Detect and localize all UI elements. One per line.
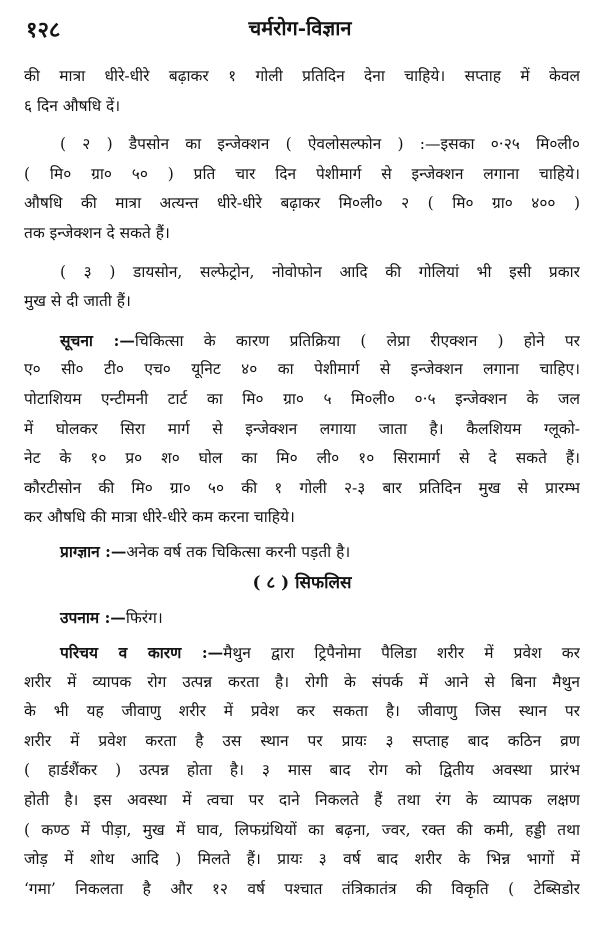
paragraph-dapsone-injection xyxy=(24,130,580,248)
page-body xyxy=(24,62,580,904)
section-heading: ( ८ ) सिफलिस xyxy=(252,572,352,593)
text-line: जोड़ में शोथ आदि ) मिलते हैं। प्रायः ३ वर्ष बाद शरीर के भिन्न भागों में xyxy=(24,850,580,869)
synonym-term: उपनाम :— xyxy=(60,607,126,627)
text-line: के भी यह जीवाणु शरीर में प्रवेश कर सकता है। जीवाणु जिस स्थान पर xyxy=(24,702,580,721)
running-title: चर्मरोग-विज्ञान xyxy=(248,16,352,40)
text-line: ‘गमा’ निकलता है और १२ वर्ष पश्चात तंत्रिकातंत्र की विकृति ( टेब्सिडोर xyxy=(24,879,580,898)
text-line: तक इन्जेक्शन दे सकते हैं। xyxy=(24,223,170,242)
paragraph-dose-continuation xyxy=(24,62,580,121)
text-line: ( कण्ठ में पीड़ा, मुख में घाव, लिफग्रंथियों का बढ़ना, ज्वर, रक्त की कमी, हड्डी तथा xyxy=(24,820,580,839)
paragraph-note xyxy=(24,326,580,533)
text-line: परिचय व कारण :—मैथुन द्वारा ट्रिपैनोमा पैलिडा शरीर में प्रवेश कर xyxy=(60,643,580,663)
text-line: ( ३ ) डायसोन, सल्फेट्रोन, नोवोफोन आदि की गोलियां भी इसी प्रकार xyxy=(60,262,580,281)
text-line: प्राग्ज्ञान :—अनेक वर्ष तक चिकित्सा करनी पड़ती है। xyxy=(60,541,351,561)
text-line: मुख से दी जाती हैं। xyxy=(24,292,131,311)
text-line: उपनाम :—फिरंग। xyxy=(60,607,163,627)
text-line: ( मि० ग्रा० ५० ) प्रति चार दिन पेशीमार्ग से इन्जेक्शन लगाना चाहिये। xyxy=(24,164,580,183)
text-line: में घोलकर सिरा मार्ग से इन्जेक्शन लगाया जाता है। कैलशियम ग्लूको- xyxy=(24,419,580,438)
text-line: पोटाशियम एन्टीमनी टार्ट का मि० ग्रा० ५ मि०ली० ०·५ इन्जेक्शन के जल xyxy=(24,389,580,408)
text-line: कौरटीसोन की मि० ग्रा० ५० की १ गोली २-३ बार प्रतिदिन मुख से प्रारम्भ xyxy=(24,478,580,497)
note-term: सूचना :— xyxy=(60,330,135,350)
paragraph-synonym xyxy=(24,603,580,633)
text-line: शरीर में प्रवेश करता है उस स्थान पर प्रायः ३ सप्ताह बाद कठिन व्रण xyxy=(24,731,580,750)
paragraph-tablets xyxy=(24,258,580,317)
text-line: कर औषधि की मात्रा धीरे-धीरे कम करना चाहिये। xyxy=(24,508,295,527)
text-line: ( २ ) डैपसोन का इन्जेक्शन ( ऐवलोसल्फोन ) :—इसका ०·२५ मि०ली० xyxy=(60,135,580,154)
text-line: ६ दिन औषधि दें। xyxy=(24,96,121,115)
text-line: ( हार्डशैंकर ) उत्पन्न होता है। ३ मास बाद रोग को द्वितीय अवस्था प्रारंभ xyxy=(24,761,580,780)
text-line: नेट के १० प्र० श० घोल का मि० ली० १० सिरामार्ग से दे सकते हैं। xyxy=(24,449,580,468)
intro-term: परिचय व कारण :— xyxy=(60,643,224,663)
paragraph-prognosis xyxy=(24,537,580,567)
paragraph-introduction xyxy=(24,638,580,904)
text-line: होती है। इस अवस्था में त्वचा पर दाने निकलते हैं तथा रंग के व्यापक लक्षण xyxy=(24,791,580,810)
text-line: ए० सी० टी० एच० यूनिट ४० का पेशीमार्ग से इन्जेक्शन लगाना चाहिए। xyxy=(24,360,580,379)
page-header xyxy=(0,10,600,46)
page-number: १२८ xyxy=(26,17,61,43)
text-line: सूचना :—चिकित्सा के कारण प्रतिक्रिया ( लेप्रा रीएक्शन ) होने पर xyxy=(60,330,580,350)
text-line: औषधि की मात्रा अत्यन्त धीरे-धीरे बढ़ाकर मि०ली० २ ( मि० ग्रा० ४०० ) xyxy=(24,194,580,213)
text-line: शरीर में व्यापक रोग उत्पन्न करता है। रोगी के संपर्क में आने से बिना मैथुन xyxy=(24,672,580,691)
prognosis-term: प्राग्ज्ञान :— xyxy=(60,541,127,561)
text-line: की मात्रा धीरे-धीरे बढ़ाकर १ गोली प्रतिदिन देना चाहिये। सप्ताह में केवल xyxy=(24,67,580,85)
